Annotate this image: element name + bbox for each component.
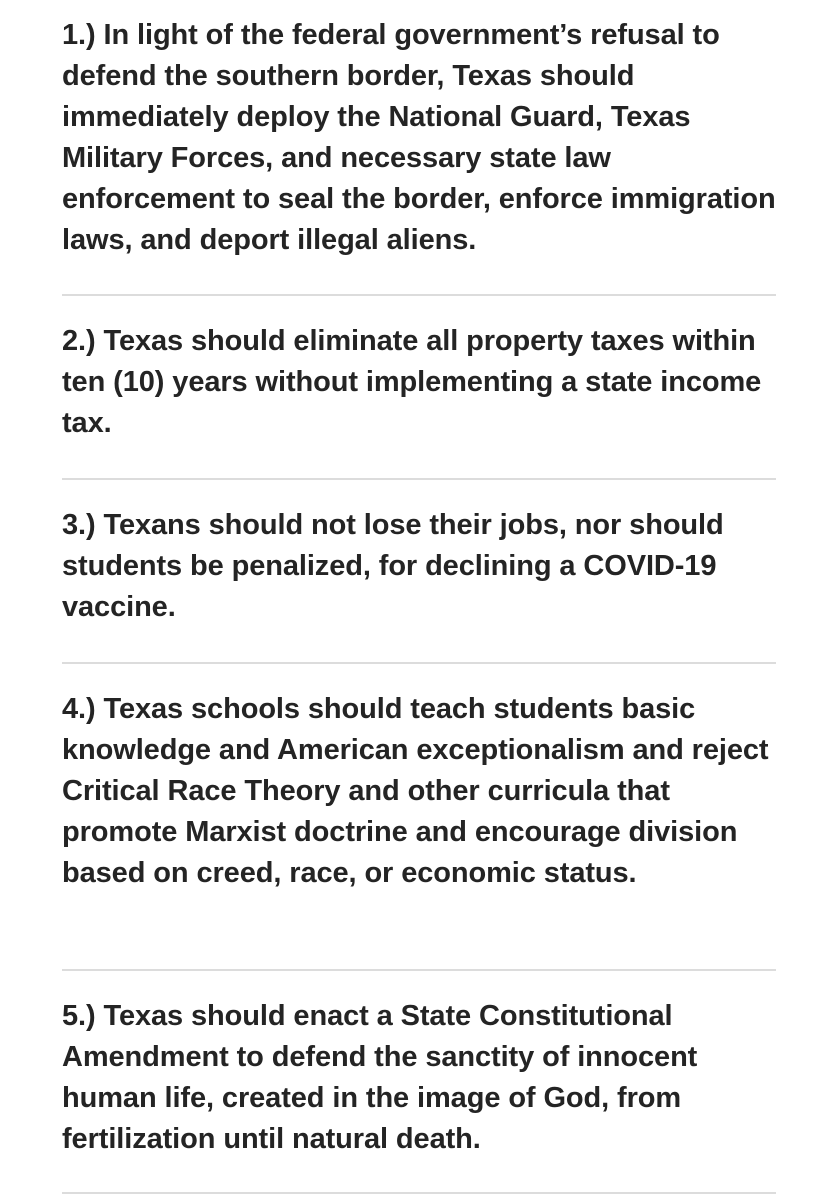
priority-item-5: 5.) Texas should enact a State Constitutional Amendment to defend the sanctity of innocent human life, created in the image of God, from fertilization until natural death.	[62, 1000, 698, 1155]
priority-item-1: 1.) In light of the federal government’s refusal to defend the southern border, Texas should immediately deploy the National Guard, Texas Military Forces, and necessary state law enforcement to seal the border, enforce immigration laws, and deport illegal aliens.	[62, 19, 776, 256]
divider	[62, 478, 776, 480]
priority-item-2: 2.) Texas should eliminate all property taxes within ten (10) years without implementing a state income tax.	[62, 325, 762, 439]
priority-item-3: 3.) Texans should not lose their jobs, nor should students be penalized, for declining a COVID-19 vaccine.	[62, 509, 724, 623]
divider	[62, 1192, 776, 1194]
divider	[62, 969, 776, 971]
priority-item-4: 4.) Texas schools should teach students basic knowledge and American exceptionalism and reject Critical Race Theory and other curricula that promote Marxist doctrine and encourage division based on creed, race, or economic status.	[62, 693, 769, 889]
divider	[62, 662, 776, 664]
divider	[62, 294, 776, 296]
